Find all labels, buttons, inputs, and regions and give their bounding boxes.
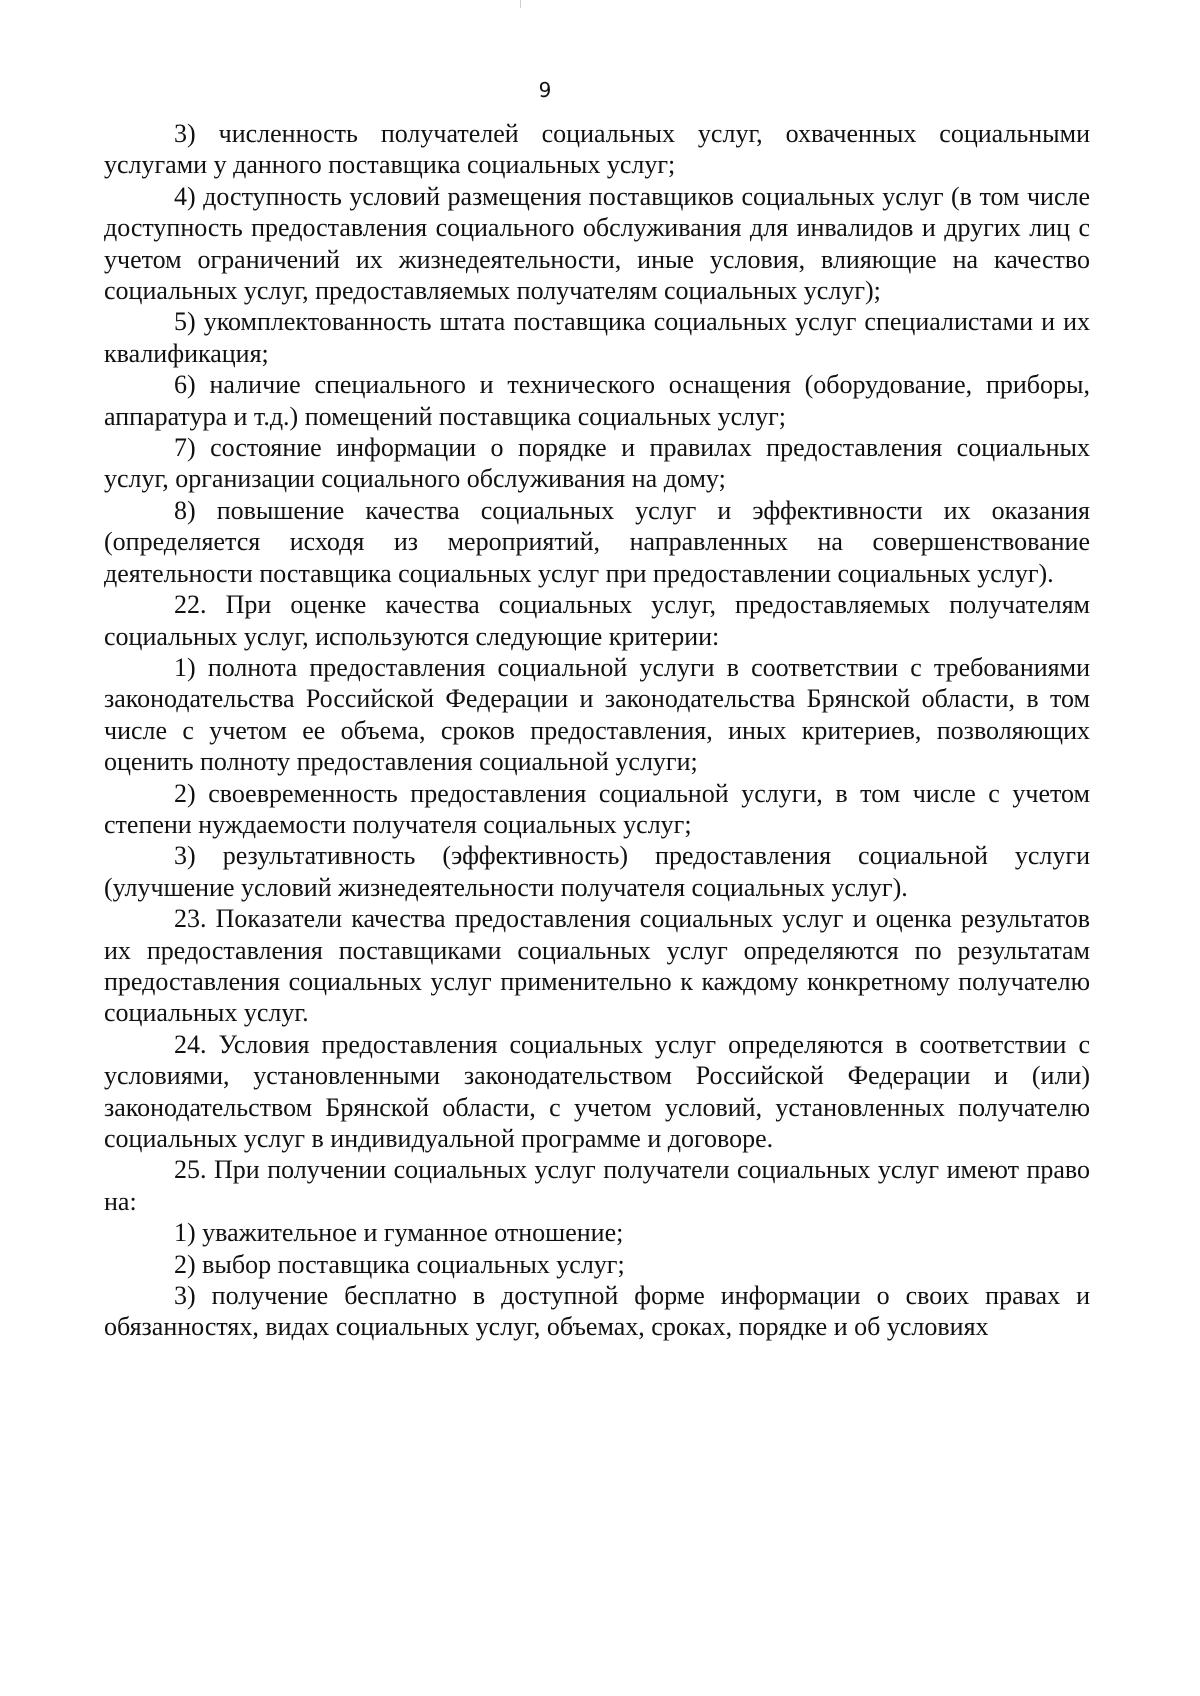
paragraph-4-accessibility: 4) доступность условий размещения поставщиков социальных услуг (в том числе доступность предоставления социального обслуживания для инвалидов и других лиц с учетом ограничений их жизнедеятельности, иные условия, влияющие на качество социальных услуг, предоставляемых получателям социальных услуг); (104, 181, 1090, 306)
paragraph-5-staffing: 5) укомплектованность штата поставщика социальных услуг специалистами и их квалификация; (104, 307, 1090, 368)
right-1-respect: 1) уважительное и гуманное отношение; (174, 1218, 624, 1248)
section-25-rights: 25. При получении социальных услуг получатели социальных услуг имеют право на: (104, 1155, 1090, 1216)
section-23-quality-indicators: 23. Показатели качества предоставления социальных услуг и оценка результатов их предоставления поставщиками социальных услуг определяются по результатам предоставления социальных услуг применительно к каждому конкретному получателю социальных услуг. (104, 904, 1090, 1028)
right-2-provider-choice: 2) выбор поставщика социальных услуг; (174, 1249, 625, 1279)
paragraph-6-equipment: 6) наличие специального и технического оснащения (оборудование, приборы, аппаратура и т.д.) помещений поставщика социальных услуг; (104, 370, 1090, 431)
section-22-criteria: 22. При оценке качества социальных услуг, предоставляемых получателям социальных услуг, используются следующие критерии: (104, 590, 1090, 651)
paragraph-8-quality-improvement: 8) повышение качества социальных услуг и эффективности их оказания (определяется исходя из мероприятий, направленных на совершенствование деятельности поставщика социальных услуг при предоставлении социальных услуг). (104, 495, 1090, 588)
criterion-2-timeliness: 2) своевременность предоставления социальной услуги, в том числе с учетом степени нуждаемости получателя социальных услуг; (104, 778, 1090, 839)
page-number: 9 (538, 78, 552, 102)
section-24-conditions: 24. Условия предоставления социальных услуг определяются в соответствии с условиями, установленными законодательством Российской Федерации и (или) законодательством Брянской области, с учетом условий, установленных получателю социальных услуг в индивидуальной программе и договоре. (104, 1029, 1090, 1153)
criterion-1-completeness: 1) полнота предоставления социальной услуги в соответствии с требованиями законодательства Российской Федерации и законодательства Брянской области, в том числе с учетом ее объема, сроков предоставления, иных критериев, позволяющих оценить полноту предоставления социальной услуги; (104, 652, 1090, 777)
scan-artifact (520, 0, 521, 8)
criterion-3-effectiveness: 3) результативность (эффективность) предоставления социальной услуги (улучшение условий жизнедеятельности получателя социальных услуг). (104, 841, 1090, 902)
right-3-free-information: 3) получение бесплатно в доступной форме информации о своих правах и обязанностях, видах социальных услуг, объемах, сроках, порядке и об условиях (104, 1281, 1090, 1342)
paragraph-7-information: 7) состояние информации о порядке и правилах предоставления социальных услуг, организации социального обслуживания на дому; (104, 433, 1090, 494)
paragraph-3-recipients-count: 3) численность получателей социальных услуг, охваченных социальными услугами у данного поставщика социальных услуг; (104, 119, 1090, 180)
document-body (104, 118, 1090, 1343)
